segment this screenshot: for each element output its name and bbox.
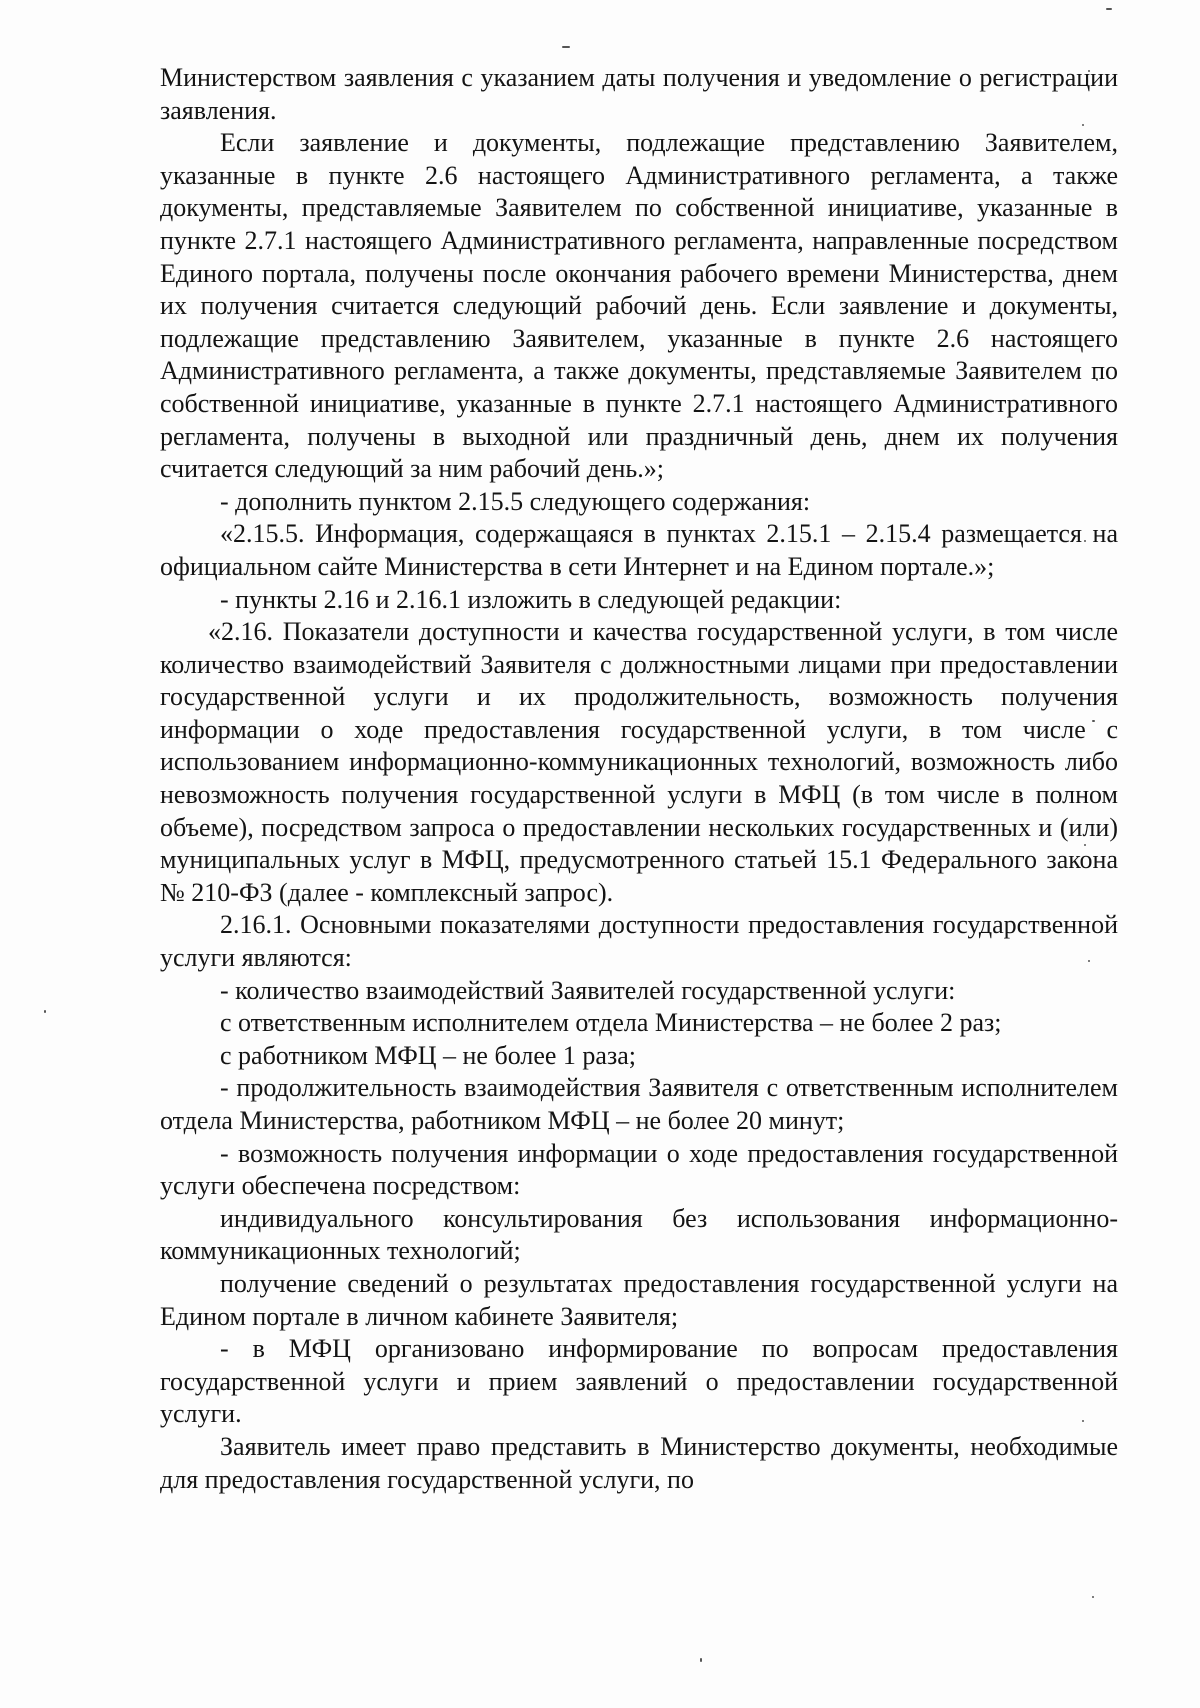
scan-speck (562, 46, 570, 48)
paragraph: - продолжительность взаимодействия Заявителя с ответственным исполнителем отдела Министерства, работником МФЦ – не более 20 минут; (160, 1073, 1118, 1135)
paragraph: «2.16. Показатели доступности и качества государственной услуги, в том числе количество взаимодействий Заявителя с должностными лицами при предоставлении государственной услуги и их продолжительность, возможность получения информации о ходе предоставления государственной услуги, в том числе с использованием информационно-коммуникационных технологий, возможность либо невозможность получения государственной услуги в МФЦ (в том числе в полном объеме), посредством запроса о предоставлении нескольких государственных и (или) муниципальных услуг в МФЦ, предусмотренного статьей 15.1 Федерального закона № 210-ФЗ (далее - комплексный запрос). (160, 617, 1118, 907)
paragraph: - количество взаимодействий Заявителей государственной услуги: (220, 975, 956, 1005)
paragraph: Заявитель имеет право представить в Министерство документы, необходимые для предоставления государственной услуги, по (160, 1431, 1118, 1494)
paragraph: Министерством заявления с указанием даты получения и уведомление о регистрации заявления. (160, 63, 1118, 125)
scan-speck (44, 1010, 46, 1013)
paragraph: с работником МФЦ – не более 1 раза; (220, 1040, 636, 1070)
paragraph: Если заявление и документы, подлежащие представлению Заявителем, указанные в пункте 2.6 настоящего Административного регламента, а также документы, представляемые Заявителем по собственной инициативе, указанные в пункте 2.7.1 настоящего Административного регламента, направленные посредством Единого портала, получены после окончания рабочего времени Министерства, днем их получения считается следующий рабочий день. Если заявление и документы, подлежащие представлению Заявителем, указанные в пункте 2.6 настоящего Административного регламента, а также документы, представляемые Заявителем по собственной инициативе, указанные в пункте 2.7.1 настоящего Административного регламента, получены в выходной или праздничный день, днем их получения считается следующий за ним рабочий день.»; (160, 128, 1118, 484)
paragraph: с ответственным исполнителем отдела Министерства – не более 2 раз; (220, 1008, 1002, 1038)
paragraph: индивидуального консультирования без использования информационно-коммуникационных технологий; (160, 1203, 1118, 1266)
paragraph: «2.15.5. Информация, содержащаяся в пунктах 2.15.1 – 2.15.4 размещается на официальном сайте Министерства в сети Интернет и на Едином портале.»; (160, 519, 1118, 581)
paragraph: - пункты 2.16 и 2.16.1 изложить в следующей редакции: (220, 584, 842, 614)
paragraph: - дополнить пунктом 2.15.5 следующего содержания: (220, 486, 811, 516)
paragraph: - возможность получения информации о ходе предоставления государственной услуги обеспечена посредством: (160, 1138, 1118, 1201)
paragraph: - в МФЦ организовано информирование по вопросам предоставления государственной услуги и прием заявлений о предоставлении государственной услуги. (160, 1334, 1118, 1429)
paragraph: 2.16.1. Основными показателями доступности предоставления государственной услуги являются: (160, 910, 1118, 973)
document-text (160, 62, 1118, 1496)
scan-speck (1106, 8, 1112, 10)
scan-speck (700, 1658, 702, 1662)
scan-speck (1092, 1596, 1094, 1598)
paragraph: получение сведений о результатах предоставления государственной услуги на Едином портале в личном кабинете Заявителя; (160, 1268, 1118, 1331)
